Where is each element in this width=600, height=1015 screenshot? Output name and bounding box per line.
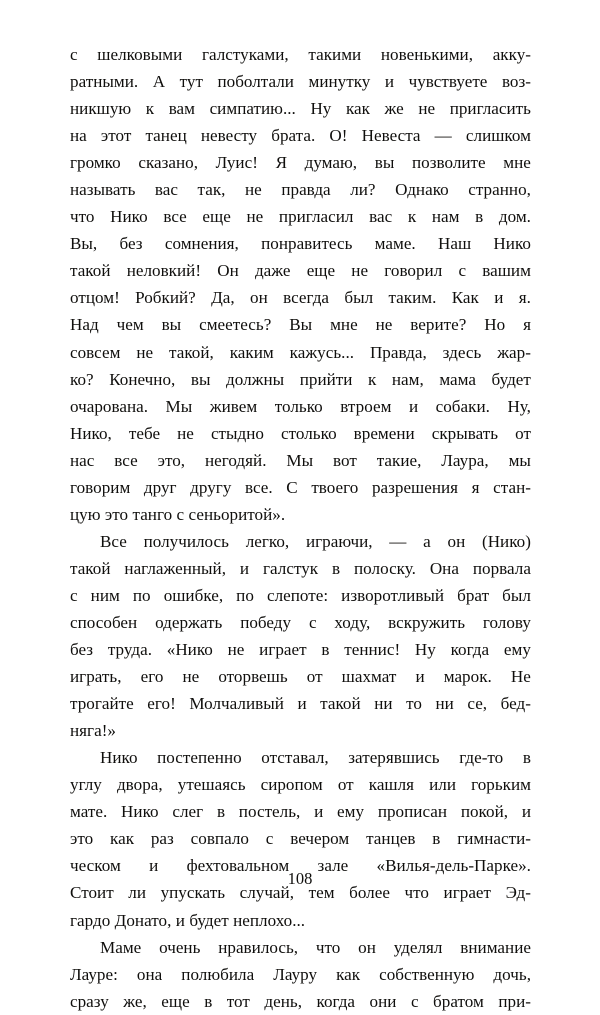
page-number: 108 <box>287 869 313 888</box>
text-line: отцом! Робкий? Да, он всегда был таким. Как и я. <box>70 288 531 308</box>
text-line: цую это танго с сеньоритой». <box>70 504 286 524</box>
text-line: Нико постепенно отставал, затерявшись где-то в <box>100 748 531 768</box>
text-line: гардо Донато, и будет неплохо... <box>70 910 306 930</box>
text-line: Все получилось легко, играючи, — а он (Нико) <box>100 531 531 551</box>
text-line: такой неловкий! Он даже еще не говорил с вашим <box>70 261 531 281</box>
paragraph <box>70 744 531 933</box>
text-line: Лауре: она полюбила Лауру как собственную дочь, <box>70 964 531 984</box>
text-line: Над чем вы смеетесь? Вы мне не верите? Но я <box>70 315 531 335</box>
text-line: совсем не такой, каким кажусь... Правда, здесь жар- <box>70 342 531 362</box>
text-line: Вы, без сомнения, понравитесь маме. Наш Нико <box>70 234 531 254</box>
text-line: очарована. Мы живем только втроем и собаки. Ну, <box>70 396 531 416</box>
text-line: трогайте его! Молчаливый и такой ни то ни се, бед- <box>70 694 531 714</box>
text-line: называть вас так, не правда ли? Однако странно, <box>70 180 531 200</box>
text-line: Стоит ли упускать случай, тем более что играет Эд- <box>70 883 531 903</box>
text-line: углу двора, утешаясь сиропом от кашля или горьким <box>70 775 531 795</box>
text-line: говорим друг другу все. С твоего разрешения я стан- <box>70 477 531 497</box>
text-line: с ним по ошибке, по слепоте: изворотливый брат был <box>70 585 531 605</box>
text-line: ческом и фехтовальном зале «Вилья-дель-Парке». <box>70 856 531 876</box>
text-line: ко? Конечно, вы должны прийти к нам, мама будет <box>70 369 531 389</box>
text-line: на этот танец невесту брата. О! Невеста — слишком <box>70 126 531 146</box>
paragraph <box>70 41 531 528</box>
text-line: Нико, тебе не стыдно столько времени скрывать от <box>70 423 531 443</box>
text-line: без труда. «Нико не играет в теннис! Ну когда ему <box>70 640 531 660</box>
text-line: ратными. А тут поболтали минутку и чувствуете воз- <box>70 72 531 92</box>
text-line: сразу же, еще в тот день, когда они с братом при- <box>70 991 531 1011</box>
paragraph <box>70 934 531 1015</box>
text-line: способен одержать победу с ходу, вскружить голову <box>70 612 531 632</box>
text-line: мате. Нико слег в постель, и ему прописан покой, и <box>70 802 531 822</box>
text-line: громко сказано, Луис! Я думаю, вы позволите мне <box>70 153 531 173</box>
text-line: с шелковыми галстуками, такими новенькими, акку- <box>70 45 531 64</box>
text-line: это как раз совпало с вечером танцев в гимнасти- <box>70 829 531 849</box>
text-line: такой наглаженный, и галстук в полоску. Она порвала <box>70 558 531 578</box>
text-line: что Нико все еще не пригласил вас к нам в дом. <box>70 207 531 227</box>
text-line: Маме очень нравилось, что он уделял внимание <box>100 937 531 957</box>
paragraph <box>70 528 531 744</box>
text-line: нас все это, негодяй. Мы вот такие, Лаура, мы <box>70 450 531 470</box>
text-line: никшую к вам симпатию... Ну как же не пригласить <box>70 99 531 119</box>
text-line: няга!» <box>70 721 116 741</box>
text-line: играть, его не оторвешь от шахмат и марок. Не <box>70 667 531 687</box>
